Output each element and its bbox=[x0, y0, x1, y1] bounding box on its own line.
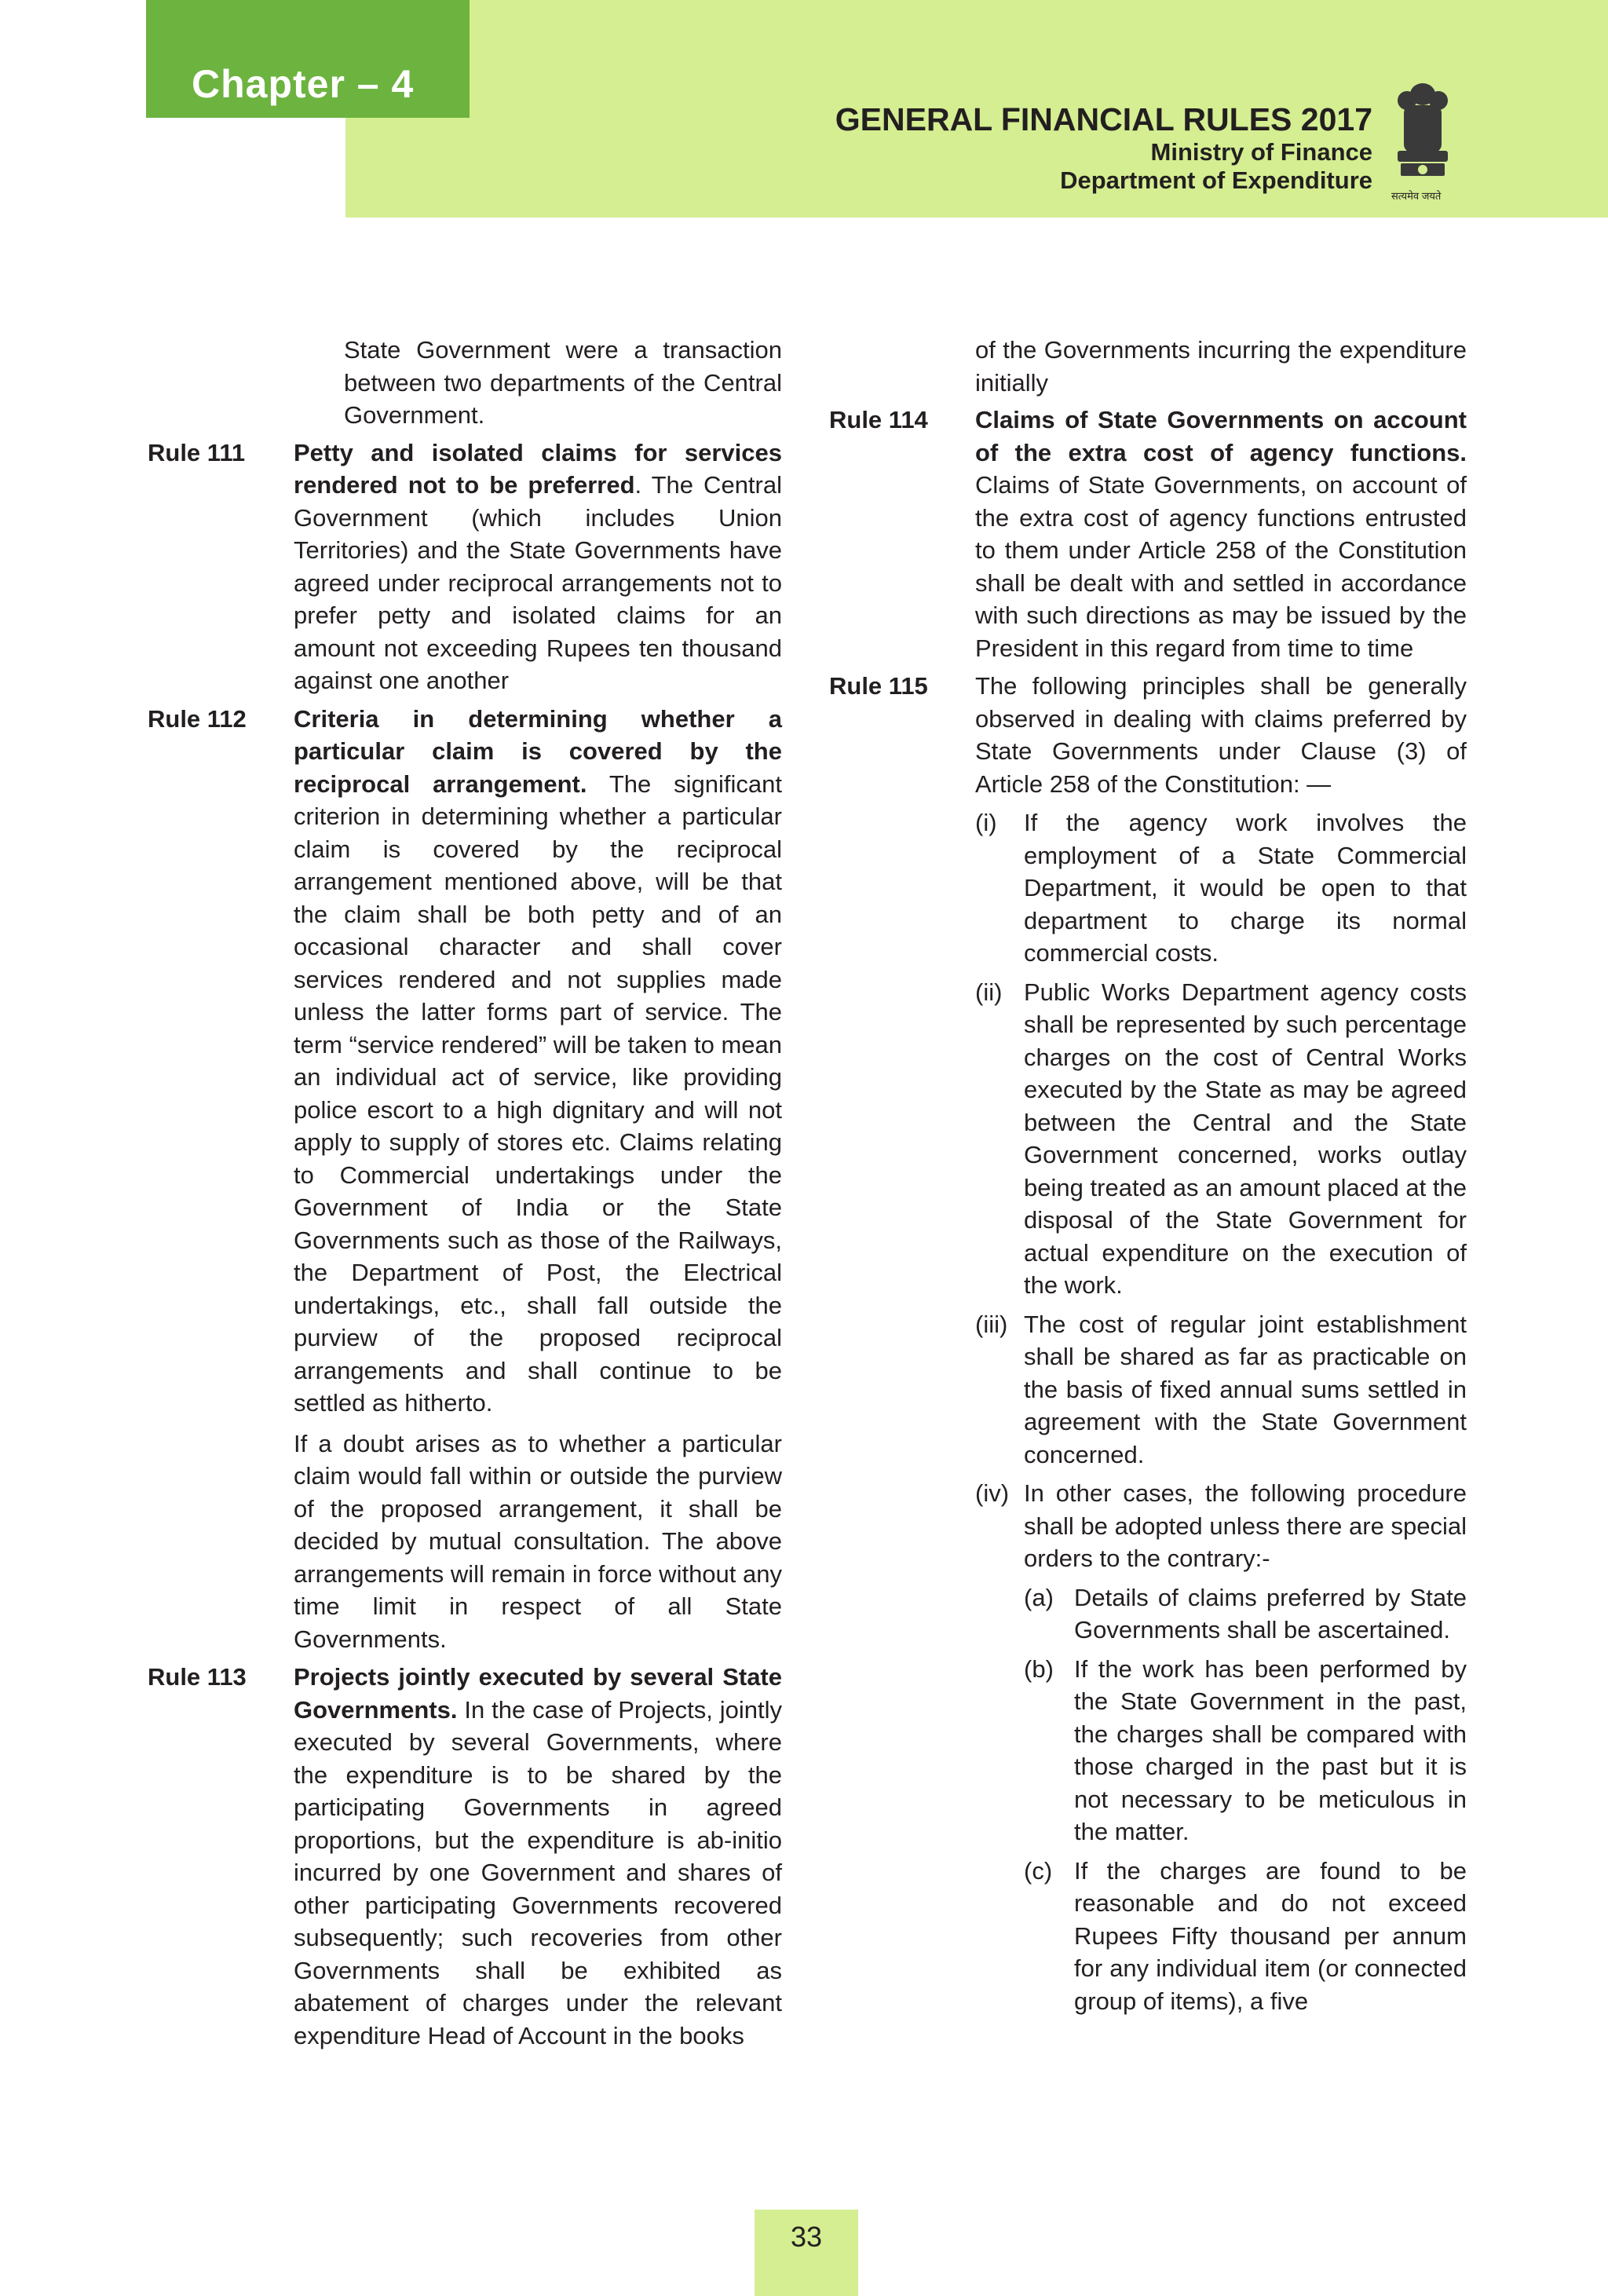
subclause-label: (c) bbox=[1024, 1856, 1053, 1885]
rule-text: Claims of State Governments, on account of the extra cost of agency functions entrusted to them under Article 258 of the Constitution shall be dealt with and settled in accordance with such directions as may be issued by the President in this regard from time to time bbox=[975, 471, 1467, 662]
clause-item bbox=[975, 806, 1467, 970]
document-title: GENERAL FINANCIAL RULES 2017 bbox=[835, 101, 1372, 137]
national-emblem-icon bbox=[1383, 79, 1462, 204]
rule-title: Petty and isolated claims for services rendered not to be preferred bbox=[294, 438, 782, 499]
clause-item bbox=[975, 976, 1467, 1302]
subclause-text: Details of claims preferred by State Governments shall be ascertained. bbox=[1074, 1583, 1467, 1643]
continuation-text: of the Governments incurring the expenditure initially bbox=[975, 336, 1467, 397]
rule-number: Rule 112 bbox=[148, 704, 247, 733]
rule-title: Criteria in determining whether a particular claim is covered by the reciprocal arrangement. bbox=[294, 704, 782, 798]
department-name: Department of Expenditure bbox=[1060, 166, 1372, 194]
clause-item bbox=[975, 1477, 1467, 1575]
subclause-label: (a) bbox=[1024, 1583, 1054, 1611]
emblem-caption: सत्यमेव जयते bbox=[1391, 190, 1442, 202]
rule-112 bbox=[148, 703, 782, 1420]
rule-number: Rule 113 bbox=[148, 1663, 247, 1691]
subclause-item bbox=[1024, 1653, 1467, 1848]
clause-label: (iii) bbox=[975, 1310, 1008, 1338]
rule-title: Claims of State Governments on account of the extra cost of agency functions. bbox=[975, 406, 1467, 466]
rule-text: In the case of Projects, jointly executed by several Governments, where the expenditure is to be shared by the participating Governments in agreed proportions, but the expenditure is ab-initio incurred by one Government and shares of other participating Governments recovered subsequently; such recoveries from other Governments shall be exhibited as abatement of charges under the relevant expenditure Head of Account in the books bbox=[294, 1695, 782, 2049]
rule-113 bbox=[148, 1661, 782, 2052]
rule-112-paragraph: If a doubt arises as to whether a particular claim would fall within or outside the purview of the proposed arrangement, it shall be decided by mutual consultation. The above arrangements will remain in force without any time limit in respect of all State Governments. bbox=[294, 1429, 782, 1653]
rule-title: Projects jointly executed by several State Governments. bbox=[294, 1663, 782, 1724]
clause-label: (ii) bbox=[975, 978, 1003, 1006]
clause-text: Public Works Department agency costs shall be represented by such percentage charges on the cost of Central Works executed by the State as may be agreed between the Central and the State Government concerned, works outlay being treated as an amount placed at the disposal of the State Government for actual expenditure on the execution of the work. bbox=[1024, 978, 1467, 1299]
rule-body bbox=[294, 437, 782, 697]
subclause-item bbox=[1024, 1581, 1467, 1647]
rule-111 bbox=[148, 437, 782, 697]
page-number-box bbox=[755, 2210, 858, 2296]
document-title-block bbox=[835, 101, 1372, 195]
rule-body bbox=[294, 703, 782, 1420]
ministry-name: Ministry of Finance bbox=[1150, 138, 1372, 166]
clause-label: (i) bbox=[975, 809, 997, 836]
rule-text: . The Central Government (which includes Union Territories) and the State Governments have agreed under reciprocal arrangements not to prefer petty and isolated claims for an amount not exceeding Rupees ten thousand against one another bbox=[294, 471, 782, 694]
rule-number: Rule 114 bbox=[829, 406, 928, 433]
chapter-tab bbox=[146, 0, 470, 118]
clause-label: (iv) bbox=[975, 1479, 1010, 1507]
right-column bbox=[829, 334, 1467, 2017]
subclause-item bbox=[1024, 1855, 1467, 2018]
rule-body bbox=[975, 404, 1467, 664]
rule-body bbox=[294, 1661, 782, 2052]
clause-text: If the agency work involves the employment of a State Commercial Department, it would be open to that department to charge its normal commercial costs. bbox=[1024, 809, 1467, 967]
clause-item bbox=[975, 1308, 1467, 1472]
page-number: 33 bbox=[790, 2221, 823, 2253]
left-column bbox=[148, 334, 782, 2057]
rule-115 bbox=[829, 670, 1467, 800]
subclause-text: If the work has been performed by the State Government in the past, the charges shall be compared with those charged in the past but it is not necessary to be meticulous in the matter. bbox=[1074, 1654, 1467, 1845]
rule-text: The significant criterion in determining whether a particular claim is covered by the reciprocal arrangement mentioned above, will be that the claim shall be both petty and of an occasional character and shall cover services rendered and not supplies made unless the latter forms part of service. The term “service rendered” will be taken to mean an individual act of service, like providing police escort to a high dignitary and will not apply to supply of stores etc. Claims relating to Commercial undertakings under the Government of India or the State Governments such as those of the Railways, the Department of Post, the Electrical undertakings, etc., shall fall outside the purview of the proposed reciprocal arrangements and shall continue to be settled as hitherto. bbox=[294, 770, 783, 1417]
chapter-label: Chapter – 4 bbox=[192, 62, 415, 106]
subclause-text: If the charges are found to be reasonable and do not exceed Rupees Fifty thousand per annum for any individual item (or connected group of items), a five bbox=[1074, 1856, 1467, 2015]
rule-114 bbox=[829, 404, 1467, 664]
rule-number: Rule 115 bbox=[829, 672, 928, 700]
subclause-label: (b) bbox=[1024, 1654, 1054, 1683]
continuation-text: State Government were a transaction between two departments of the Central Government. bbox=[344, 336, 782, 429]
rule-number: Rule 111 bbox=[148, 438, 246, 466]
clause-text: The cost of regular joint establishment shall be shared as far as practicable on the basis of fixed annual sums settled in agreement with the State Government concerned. bbox=[1024, 1310, 1467, 1468]
rule-text: The following principles shall be generally observed in dealing with claims preferred by State Governments under Clause (3) of Article 258 of the Constitution: — bbox=[975, 672, 1467, 798]
clause-text: In other cases, the following procedure shall be adopted unless there are special orders to the contrary:- bbox=[1024, 1479, 1467, 1572]
